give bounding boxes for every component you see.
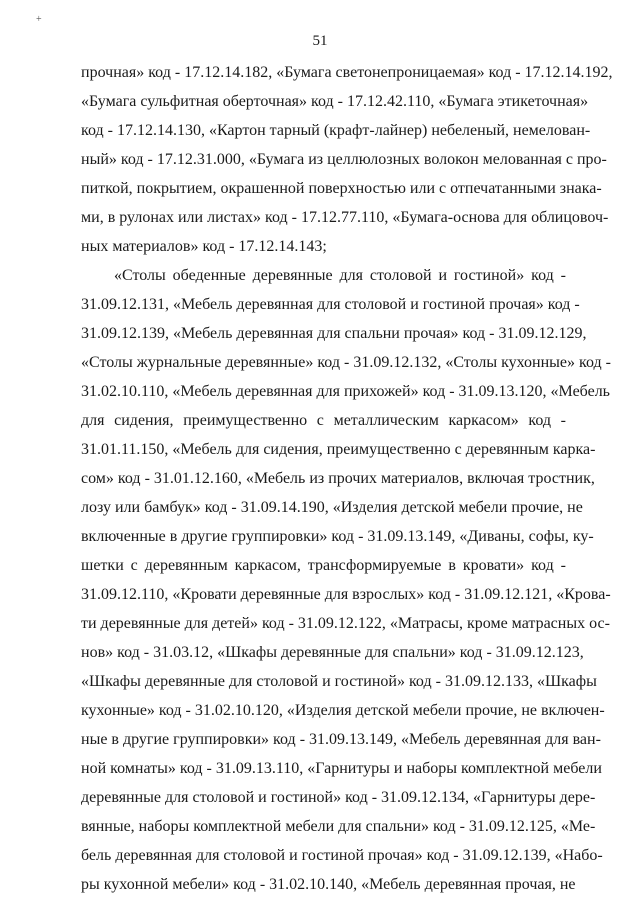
paragraph-1-line: ных материалов» код - 17.12.14.143; xyxy=(81,238,327,255)
paragraph-1-line: прочная» код - 17.12.14.182, «Бумага светонепроницаемая» код - 17.12.14.192, xyxy=(81,64,613,81)
paragraph-2-line: сом» код - 31.01.12.160, «Мебель из прочих материалов, включая тростник, xyxy=(81,470,595,487)
paragraph-1-line: «Бумага сульфитная оберточная» код - 17.12.42.110, «Бумага этикеточная» xyxy=(81,93,589,110)
paragraph-2-line: «Столы обеденные деревянные для столовой и гостиной» код - xyxy=(114,267,566,284)
paragraph-1-line: питкой, покрытием, окрашенной поверхностью или с отпечатанными знака- xyxy=(81,180,602,197)
paragraph-2-line: нов» код - 31.03.12, «Шкафы деревянные для спальни» код - 31.09.12.123, xyxy=(81,644,584,661)
paragraph-2-line: 31.09.12.139, «Мебель деревянная для спальни прочая» код - 31.09.12.129, xyxy=(81,325,587,342)
paragraph-1-line: ми, в рулонах или листах» код - 17.12.77.110, «Бумага-основа для облицовоч- xyxy=(81,209,609,226)
paragraph-2-line: шетки с деревянным каркасом, трансформируемые в кровати» код - xyxy=(81,557,566,574)
paragraph-1-line: код - 17.12.14.130, «Картон тарный (крафт-лайнер) небеленый, немелован- xyxy=(81,122,591,139)
paragraph-2-line: 31.02.10.110, «Мебель деревянная для прихожей» код - 31.09.13.120, «Мебель xyxy=(81,383,610,400)
scan-corner-mark: + xyxy=(36,14,42,25)
paragraph-2-line: кухонные» код - 31.02.10.120, «Изделия детской мебели прочие, не включен- xyxy=(81,702,605,719)
paragraph-2-line: для сидения, преимущественно с металлическим каркасом» код - xyxy=(81,412,566,429)
paragraph-2-line: ной комнаты» код - 31.09.13.110, «Гарнитуры и наборы комплектной мебели xyxy=(81,760,602,777)
page-number: 51 xyxy=(312,33,328,49)
paragraph-2-line: бель деревянная для столовой и гостиной прочая» код - 31.09.12.139, «Набо- xyxy=(81,847,603,864)
paragraph-2-line: лозу или бамбук» код - 31.09.14.190, «Изделия детской мебели прочие, не xyxy=(81,499,583,516)
paragraph-2-line: ры кухонной мебели» код - 31.02.10.140, «Мебель деревянная прочая, не xyxy=(81,876,576,893)
paragraph-2-line: ти деревянные для детей» код - 31.09.12.122, «Матрасы, кроме матрасных ос- xyxy=(81,615,610,632)
paragraph-2-line: 31.01.11.150, «Мебель для сидения, преимущественно с деревянным карка- xyxy=(81,441,596,458)
paragraph-2-line: 31.09.12.131, «Мебель деревянная для столовой и гостиной прочая» код - xyxy=(81,296,580,313)
paragraph-1-line: ный» код - 17.12.31.000, «Бумага из целлюлозных волокон мелованная с про- xyxy=(81,151,607,168)
paragraph-2-line: «Столы журнальные деревянные» код - 31.09.12.132, «Столы кухонные» код - xyxy=(81,354,611,371)
paragraph-2-line: «Шкафы деревянные для столовой и гостиной» код - 31.09.12.133, «Шкафы xyxy=(81,673,597,690)
paragraph-2-line: включенные в другие группировки» код - 31.09.13.149, «Диваны, софы, ку- xyxy=(81,528,594,545)
paragraph-2-line: 31.09.12.110, «Кровати деревянные для взрослых» код - 31.09.12.121, «Крова- xyxy=(81,586,611,603)
paragraph-2-line: ные в другие группировки» код - 31.09.13.149, «Мебель деревянная для ван- xyxy=(81,731,601,748)
paragraph-2-line: вянные, наборы комплектной мебели для спальни» код - 31.09.12.125, «Ме- xyxy=(81,818,596,835)
paragraph-2-line: деревянные для столовой и гостиной» код - 31.09.12.134, «Гарнитуры дере- xyxy=(81,789,596,806)
